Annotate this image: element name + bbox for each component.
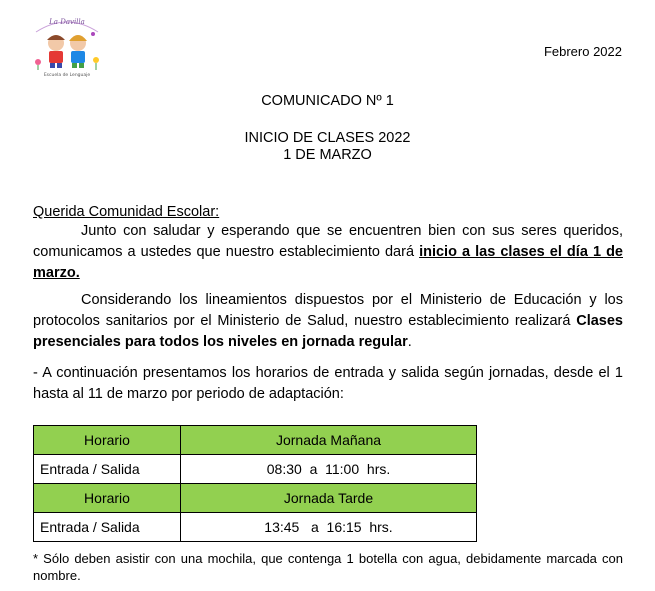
paragraph-2-end: .	[407, 334, 412, 350]
subtitle-line-1: INICIO DE CLASES 2022	[244, 130, 411, 146]
paragraph-1	[33, 221, 623, 284]
logo-name: La Davilla	[49, 18, 85, 26]
subtitle-line-2: 1 DE MARZO	[283, 147, 372, 163]
logo-tagline: Escuela de Lenguaje	[43, 73, 91, 78]
table-row	[34, 484, 477, 513]
paragraph-1-text: Junto con saludar y esperando que se encuentren bien con sus seres queridos, comunicamos a ustedes que nuestro establecimiento dará	[33, 223, 623, 260]
table-cell: Jornada Mañana	[181, 426, 477, 455]
paragraph-2-emphasis: Clases presenciales para todos los niveles en jornada regular	[33, 313, 623, 350]
table-cell: Jornada Tarde	[181, 484, 477, 513]
paragraph-2	[33, 290, 623, 353]
paragraph-3: - A continuación presentamos los horarios de entrada y salida según jornadas, desde el 1 hasta al 11 de marzo por periodo de adaptación:	[33, 365, 623, 402]
schedule-table	[33, 425, 477, 542]
table-row	[34, 455, 477, 484]
table-cell: 13:45 a 16:15 hrs.	[181, 513, 477, 542]
footnote: * Sólo deben asistir con una mochila, que contenga 1 botella con agua, debidamente marcada con nombre.	[33, 551, 623, 583]
table-cell: Horario	[34, 426, 181, 455]
table-cell: Horario	[34, 484, 181, 513]
table-cell: Entrada / Salida	[34, 455, 181, 484]
document-date: Febrero 2022	[543, 44, 622, 59]
paragraph-1-emphasis: inicio a las clases el día 1 de marzo.	[33, 244, 623, 281]
table-row	[34, 426, 477, 455]
document-title: COMUNICADO Nº 1	[261, 93, 394, 109]
greeting: Querida Comunidad Escolar:	[33, 204, 220, 220]
school-logo	[28, 10, 106, 80]
table-cell: Entrada / Salida	[34, 513, 181, 542]
paragraph-2-text: Considerando los lineamientos dispuestos por el Ministerio de Educación y los protocolos sanitarios por el Ministerio de Salud, nuestro establecimiento realizará	[33, 292, 623, 329]
table-row	[34, 513, 477, 542]
table-cell: 08:30 a 11:00 hrs.	[181, 455, 477, 484]
